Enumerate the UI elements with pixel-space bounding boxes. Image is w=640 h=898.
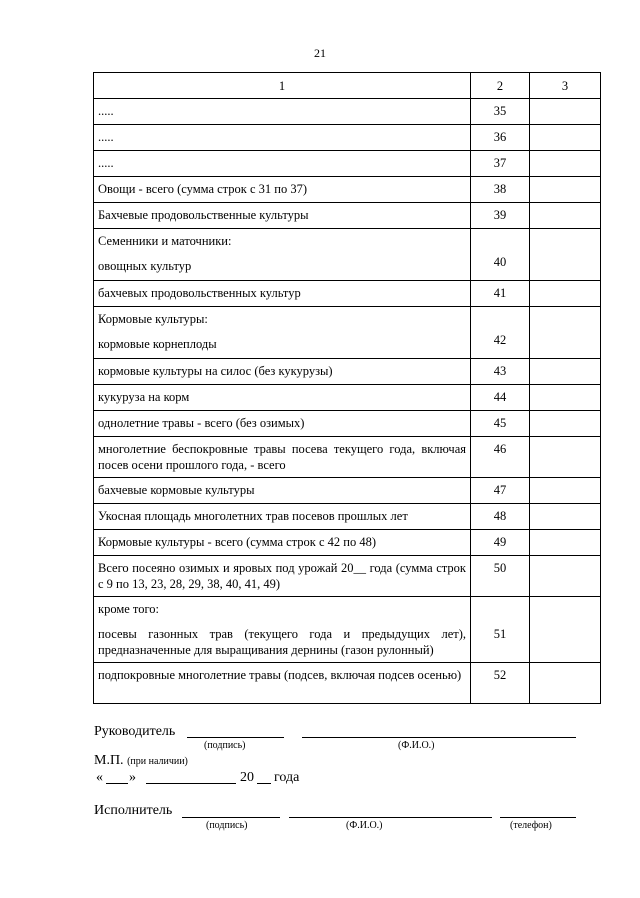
row-label: подпокровные многолетние травы (подсев, включая подсев осенью) bbox=[98, 668, 462, 682]
row-code: 41 bbox=[493, 286, 507, 300]
date-year-prefix: 20 bbox=[240, 770, 254, 785]
row-label: кормовые культуры на силос (без кукурузы) bbox=[98, 364, 333, 378]
table-row bbox=[94, 478, 601, 504]
date-month-line[interactable] bbox=[146, 768, 236, 784]
table-row bbox=[94, 281, 601, 307]
row-code: 49 bbox=[493, 535, 507, 549]
table-row bbox=[94, 385, 601, 411]
table-row bbox=[94, 359, 601, 385]
executor-phone-line[interactable] bbox=[500, 802, 576, 818]
page-number: 21 bbox=[314, 46, 326, 60]
table-row bbox=[94, 411, 601, 437]
table-row bbox=[94, 556, 601, 597]
row-label: ..... bbox=[98, 156, 114, 170]
row-value-cell[interactable] bbox=[530, 385, 601, 411]
row-code: 39 bbox=[493, 208, 507, 222]
table-row bbox=[94, 504, 601, 530]
row-label: ..... bbox=[98, 130, 114, 144]
row-label: однолетние травы - всего (без озимых) bbox=[98, 416, 305, 430]
head-name-caption: (Ф.И.О.) bbox=[398, 740, 435, 751]
group-heading: Кормовые культуры: bbox=[98, 312, 208, 326]
table-row bbox=[94, 151, 601, 177]
head-name-line[interactable] bbox=[302, 722, 576, 738]
date-close-quote: » bbox=[129, 770, 136, 785]
date-suffix: года bbox=[274, 770, 300, 785]
row-code: 50 bbox=[493, 561, 507, 575]
row-value-cell[interactable] bbox=[530, 99, 601, 125]
row-value-cell[interactable] bbox=[530, 504, 601, 530]
group-heading: кроме того: bbox=[98, 602, 160, 616]
table-row bbox=[94, 663, 601, 704]
row-code: 48 bbox=[493, 509, 507, 523]
row-code: 52 bbox=[493, 668, 507, 682]
row-value-cell[interactable] bbox=[530, 151, 601, 177]
row-code: 45 bbox=[493, 416, 507, 430]
row-value-cell[interactable] bbox=[530, 478, 601, 504]
date-open-quote: « bbox=[96, 770, 103, 785]
row-label: Укосная площадь многолетних трав посевов прошлых лет bbox=[98, 509, 408, 523]
row-code: 47 bbox=[493, 483, 507, 497]
row-value-cell[interactable] bbox=[530, 307, 601, 359]
row-label: бахчевые кормовые культуры bbox=[98, 483, 255, 497]
row-value-cell[interactable] bbox=[530, 663, 601, 704]
row-label: посевы газонных трав (текущего года и предыдущих лет), предназначенные для выращивания дернины (газон рулонный) bbox=[98, 627, 466, 657]
table-row bbox=[94, 530, 601, 556]
row-label: Кормовые культуры - всего (сумма строк с 42 по 48) bbox=[98, 535, 377, 549]
row-code: 46 bbox=[493, 442, 507, 456]
executor-label: Исполнитель bbox=[94, 803, 173, 818]
table-row bbox=[94, 229, 601, 281]
stamp-text: М.П. bbox=[94, 753, 124, 768]
row-code: 43 bbox=[493, 364, 507, 378]
row-label: кормовые корнеплоды bbox=[98, 337, 217, 351]
row-value-cell[interactable] bbox=[530, 411, 601, 437]
row-code: 44 bbox=[493, 390, 507, 404]
executor-signature-line[interactable] bbox=[182, 802, 280, 818]
stamp-note: (при наличии) bbox=[127, 756, 188, 767]
row-value-cell[interactable] bbox=[530, 556, 601, 597]
row-value-cell[interactable] bbox=[530, 437, 601, 478]
executor-name-caption: (Ф.И.О.) bbox=[346, 820, 383, 831]
row-label: кукуруза на корм bbox=[98, 390, 190, 404]
table-row bbox=[94, 203, 601, 229]
row-label: овощных культур bbox=[98, 259, 192, 273]
head-label: Руководитель bbox=[94, 724, 176, 739]
date-year-line[interactable] bbox=[257, 768, 271, 784]
executor-name-line[interactable] bbox=[289, 802, 492, 818]
row-code: 42 bbox=[493, 333, 507, 347]
row-value-cell[interactable] bbox=[530, 281, 601, 307]
executor-phone-caption: (телефон) bbox=[510, 820, 552, 831]
row-value-cell[interactable] bbox=[530, 229, 601, 281]
table-row bbox=[94, 597, 601, 663]
table-row bbox=[94, 99, 601, 125]
row-value-cell[interactable] bbox=[530, 177, 601, 203]
row-label: Бахчевые продовольственные культуры bbox=[98, 208, 309, 222]
table-row bbox=[94, 437, 601, 478]
row-code: 35 bbox=[493, 104, 507, 118]
stamp-label bbox=[94, 753, 188, 769]
row-code: 38 bbox=[493, 182, 507, 196]
row-label: Всего посеяно озимых и яровых под урожай 20__ года (сумма строк с 9 по 13, 23, 28, 29, 38, 40, 41, 49) bbox=[98, 561, 466, 591]
row-label: Овощи - всего (сумма строк с 31 по 37) bbox=[98, 182, 308, 196]
date-day-line[interactable] bbox=[106, 768, 128, 784]
data-table bbox=[93, 72, 601, 704]
header-col-1: 1 bbox=[94, 73, 471, 99]
group-heading: Семенники и маточники: bbox=[98, 234, 232, 248]
row-value-cell[interactable] bbox=[530, 203, 601, 229]
row-label: бахчевых продовольственных культур bbox=[98, 286, 301, 300]
header-col-2: 2 bbox=[471, 73, 530, 99]
row-code: 51 bbox=[493, 627, 507, 641]
row-code: 36 bbox=[493, 130, 507, 144]
header-col-3: 3 bbox=[530, 73, 601, 99]
row-code: 37 bbox=[493, 156, 507, 170]
executor-signature-caption: (подпись) bbox=[206, 820, 248, 831]
row-label: многолетние беспокровные травы посева текущего года, включая посев осени прошлого года, - всего bbox=[98, 442, 466, 472]
row-value-cell[interactable] bbox=[530, 530, 601, 556]
table-header-row bbox=[94, 73, 601, 99]
row-code: 40 bbox=[493, 255, 507, 269]
row-value-cell[interactable] bbox=[530, 125, 601, 151]
row-value-cell[interactable] bbox=[530, 359, 601, 385]
head-signature-caption: (подпись) bbox=[204, 740, 246, 751]
table-row bbox=[94, 125, 601, 151]
row-label: ..... bbox=[98, 104, 114, 118]
table-row bbox=[94, 177, 601, 203]
row-value-cell[interactable] bbox=[530, 597, 601, 663]
head-signature-line[interactable] bbox=[187, 722, 284, 738]
table-row bbox=[94, 307, 601, 359]
